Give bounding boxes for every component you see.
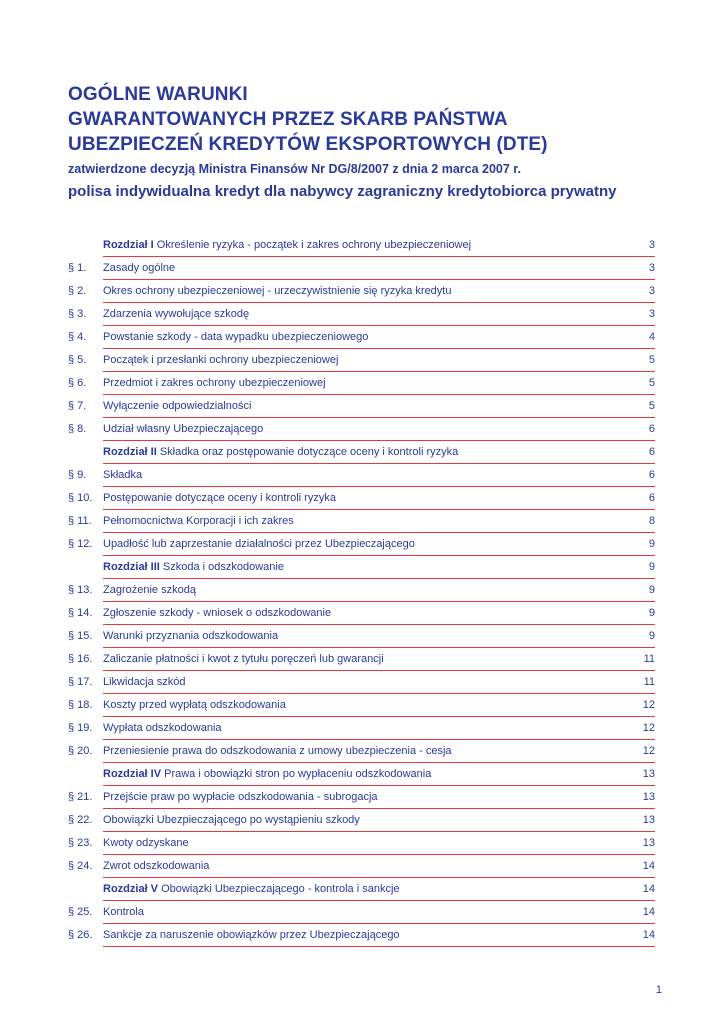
- toc-section-number: § 22.: [68, 814, 93, 826]
- toc-section-row: [63, 648, 655, 671]
- toc-section-number: § 12.: [68, 538, 93, 550]
- policy-subtitle: polisa indywidualna kredyt dla nabywcy zagraniczny kredytobiorca prywatny: [68, 183, 617, 200]
- toc-section-number: § 6.: [68, 377, 87, 389]
- toc-entry-title: [103, 464, 142, 487]
- toc-page-number: 13: [642, 814, 655, 826]
- toc-section-row: [63, 671, 655, 694]
- toc-entry-title: [103, 418, 263, 441]
- toc-page-number: 11: [643, 676, 655, 688]
- toc-page-number: 11: [643, 653, 655, 665]
- toc-entry-text: Zaliczanie płatności i kwot z tytułu poręczeń lub gwarancji: [103, 653, 384, 665]
- toc-entry-text: Warunki przyznania odszkodowania: [103, 630, 279, 642]
- toc-entry-title: [103, 533, 415, 556]
- toc-page-number: 5: [648, 377, 655, 389]
- toc-page-number: 6: [648, 423, 655, 435]
- toc-entry-text: Wypłata odszkodowania: [103, 722, 222, 734]
- toc-entry-title: [103, 441, 458, 464]
- toc-section-number: § 10.: [68, 492, 93, 504]
- toc-page-number: 5: [648, 400, 655, 412]
- toc-entry-text: Koszty przed wypłatą odszkodowania: [103, 699, 286, 711]
- toc-chapter-label: Rozdział I: [103, 239, 154, 251]
- toc-page-number: 14: [642, 883, 655, 895]
- toc-section-number: § 20.: [68, 745, 93, 757]
- toc-section-number: § 21.: [68, 791, 93, 803]
- toc-entry-title: [103, 487, 336, 510]
- toc-section-number: § 17.: [68, 676, 93, 688]
- toc-entry-text: Wyłączenie odpowiedzialności: [103, 400, 252, 412]
- toc-section-row: [63, 280, 655, 303]
- toc-chapter-row: [63, 556, 655, 579]
- approval-note: zatwierdzone decyzją Ministra Finansów Nr DG/8/2007 z dnia 2 marca 2007 r.: [68, 162, 521, 176]
- toc-page-number: 6: [648, 446, 655, 458]
- toc-section-number: § 24.: [68, 860, 93, 872]
- toc-entry-text: Udział własny Ubezpieczającego: [103, 423, 264, 435]
- toc-entry-title: [103, 556, 284, 579]
- toc-page-number: 13: [642, 791, 655, 803]
- toc-entry-title: [103, 395, 251, 418]
- toc-rule-divider: [103, 946, 655, 947]
- toc-page-number: 5: [648, 354, 655, 366]
- toc-page-number: 12: [642, 745, 655, 757]
- title-line-2: GWARANTOWANYCH PRZEZ SKARB PAŃSTWA: [68, 109, 508, 130]
- toc-entry-text: Szkoda i odszkodowanie: [162, 561, 284, 573]
- toc-entry-text: Zagrożenie szkodą: [103, 584, 196, 596]
- toc-entry-text: Sankcje za naruszenie obowiązków przez Ubezpieczającego: [103, 929, 400, 941]
- toc-section-row: [63, 717, 655, 740]
- toc-section-row: [63, 901, 655, 924]
- toc-entry-text: Powstanie szkody - data wypadku ubezpieczeniowego: [103, 331, 369, 343]
- toc-entry-text: Zasady ogólne: [103, 262, 176, 274]
- toc-entry-text: Pełnomocnictwa Korporacji i ich zakres: [103, 515, 294, 527]
- toc-entry-text: Zwrot odszkodowania: [103, 860, 210, 872]
- toc-chapter-row: [63, 234, 655, 257]
- toc-page-number: 14: [642, 906, 655, 918]
- toc-section-number: § 4.: [68, 331, 87, 343]
- toc-section-number: § 11.: [68, 515, 92, 527]
- toc-entry-text: Przedmiot i zakres ochrony ubezpieczeniowej: [103, 377, 326, 389]
- toc-entry-text: Składka oraz postępowanie dotyczące oceny i kontroli ryzyka: [159, 446, 459, 458]
- toc-section-number: § 9.: [68, 469, 87, 481]
- toc-page-number: 9: [648, 630, 655, 642]
- toc-page-number: 13: [642, 768, 655, 780]
- toc-section-row: [63, 418, 655, 441]
- toc-section-row: [63, 855, 655, 878]
- toc-entry-text: Okres ochrony ubezpieczeniowej - urzeczywistnienie się ryzyka kredytu: [103, 285, 452, 297]
- toc-section-row: [63, 602, 655, 625]
- toc-entry-title: [103, 740, 452, 763]
- toc-entry-title: [103, 234, 471, 257]
- toc-section-row: [63, 326, 655, 349]
- toc-entry-text: Obowiązki Ubezpieczającego po wystąpieniu szkody: [103, 814, 360, 826]
- toc-page-number: 12: [642, 722, 655, 734]
- toc-section-row: [63, 786, 655, 809]
- toc-section-row: [63, 924, 655, 947]
- toc-entry-title: [103, 786, 378, 809]
- toc-entry-title: [103, 326, 368, 349]
- toc-entry-text: Kwoty odzyskane: [103, 837, 189, 849]
- toc-entry-title: [103, 809, 360, 832]
- toc-entry-title: [103, 510, 294, 533]
- toc-entry-title: [103, 901, 144, 924]
- toc-section-row: [63, 832, 655, 855]
- toc-section-row: [63, 510, 655, 533]
- toc-section-row: [63, 464, 655, 487]
- toc-entry-title: [103, 349, 338, 372]
- toc-section-row: [63, 740, 655, 763]
- toc-entry-title: [103, 717, 222, 740]
- toc-section-number: § 19.: [68, 722, 93, 734]
- toc-section-number: § 14.: [68, 607, 93, 619]
- toc-page-number: 9: [648, 561, 655, 573]
- toc-section-row: [63, 349, 655, 372]
- toc-page-number: 12: [642, 699, 655, 711]
- toc-section-number: § 25.: [68, 906, 93, 918]
- toc-entry-title: [103, 303, 249, 326]
- toc-page-number: 3: [648, 239, 655, 251]
- toc-page-number: 13: [642, 837, 655, 849]
- toc-page-number: 9: [648, 584, 655, 596]
- title-line-1: OGÓLNE WARUNKI: [68, 84, 248, 105]
- toc-section-number: § 8.: [68, 423, 87, 435]
- toc-entry-title: [103, 257, 175, 280]
- toc-section-row: [63, 809, 655, 832]
- toc-chapter-label: Rozdział IV: [103, 768, 162, 780]
- toc-entry-text: Składka: [103, 469, 143, 481]
- toc-page-number: 9: [648, 607, 655, 619]
- toc-entry-text: Początek i przesłanki ochrony ubezpieczeniowej: [103, 354, 339, 366]
- toc-entry-title: [103, 280, 451, 303]
- toc-chapter-label: Rozdział V: [103, 883, 159, 895]
- toc-page-number: 6: [648, 492, 655, 504]
- toc-entry-text: Prawa i obowiązki stron po wypłaceniu odszkodowania: [164, 768, 432, 780]
- toc-entry-title: [103, 694, 286, 717]
- toc-entry-text: Przejście praw po wypłacie odszkodowania - subrogacja: [103, 791, 378, 803]
- toc-section-row: [63, 487, 655, 510]
- toc-chapter-row: [63, 763, 655, 786]
- toc-entry-text: Kontrola: [103, 906, 144, 918]
- toc-page-number: 14: [642, 860, 655, 872]
- toc-page-number: 6: [648, 469, 655, 481]
- toc-section-number: § 26.: [68, 929, 93, 941]
- page-number: 1: [655, 984, 662, 996]
- toc-entry-text: Obowiązki Ubezpieczającego - kontrola i sankcje: [161, 883, 400, 895]
- toc-entry-text: Określenie ryzyka - początek i zakres ochrony ubezpieczeniowej: [156, 239, 472, 251]
- toc-section-number: § 18.: [68, 699, 93, 711]
- toc-section-row: [63, 694, 655, 717]
- toc-section-number: § 13.: [68, 584, 93, 596]
- toc-entry-title: [103, 625, 278, 648]
- toc-section-row: [63, 372, 655, 395]
- toc-entry-title: [103, 648, 384, 671]
- toc-entry-title: [103, 832, 189, 855]
- toc-entry-title: [103, 763, 431, 786]
- toc-entry-text: Zdarzenia wywołujące szkodę: [103, 308, 250, 320]
- toc-entry-title: [103, 855, 209, 878]
- toc-section-row: [63, 303, 655, 326]
- toc-entry-title: [103, 579, 196, 602]
- toc-section-number: § 1.: [68, 262, 87, 274]
- toc-entry-text: Postępowanie dotyczące oceny i kontroli ryzyka: [103, 492, 336, 504]
- toc-entry-title: [103, 602, 331, 625]
- toc-section-row: [63, 533, 655, 556]
- toc-section-number: § 23.: [68, 837, 93, 849]
- toc-chapter-label: Rozdział II: [103, 446, 157, 458]
- toc-section-number: § 15.: [68, 630, 93, 642]
- toc-section-row: [63, 625, 655, 648]
- toc-chapter-row: [63, 441, 655, 464]
- toc-section-number: § 16.: [68, 653, 93, 665]
- toc-entry-title: [103, 372, 326, 395]
- toc-entry-text: Zgłoszenie szkody - wniosek o odszkodowanie: [103, 607, 332, 619]
- toc-chapter-row: [63, 878, 655, 901]
- title-line-3: UBEZPIECZEŃ KREDYTÓW EKSPORTOWYCH (DTE): [68, 134, 548, 155]
- toc-page-number: 3: [648, 308, 655, 320]
- toc-section-number: § 5.: [68, 354, 87, 366]
- document-header: [68, 82, 688, 202]
- toc-page-number: 8: [648, 515, 655, 527]
- toc-section-number: § 7.: [68, 400, 87, 412]
- toc-section-number: § 3.: [68, 308, 87, 320]
- toc-page-number: 3: [648, 285, 655, 297]
- toc-entry-title: [103, 878, 400, 901]
- toc-entry-title: [103, 924, 400, 947]
- toc-entry-title: [103, 671, 186, 694]
- toc-section-number: § 2.: [68, 285, 87, 297]
- toc-section-row: [63, 395, 655, 418]
- toc-page-number: 4: [648, 331, 655, 343]
- toc-page-number: 14: [642, 929, 655, 941]
- toc-entry-text: Przeniesienie prawa do odszkodowania z umowy ubezpieczenia - cesja: [103, 745, 452, 757]
- table-of-contents: [63, 234, 655, 947]
- toc-page-number: 3: [648, 262, 655, 274]
- toc-page-number: 9: [648, 538, 655, 550]
- toc-entry-text: Upadłość lub zaprzestanie działalności przez Ubezpieczającego: [103, 538, 415, 550]
- toc-entry-text: Likwidacja szkód: [103, 676, 186, 688]
- toc-chapter-label: Rozdział III: [103, 561, 160, 573]
- toc-section-row: [63, 257, 655, 280]
- toc-section-row: [63, 579, 655, 602]
